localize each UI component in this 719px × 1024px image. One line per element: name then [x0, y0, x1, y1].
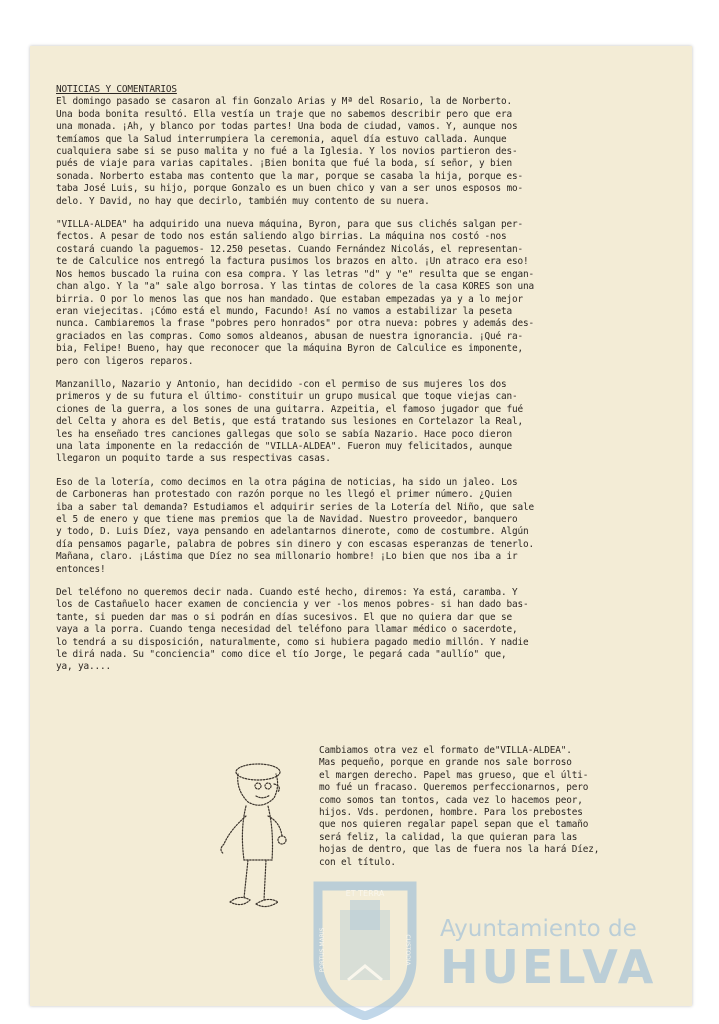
text-line: de Carboneras han protestado con razón porque no les llegó el primer número. ¿Quien	[56, 489, 513, 501]
text-line: delo. Y David, no hay que decirlo, también muy contento de su nuera.	[56, 195, 430, 207]
watermark-line1: Ayuntamiento de	[440, 916, 637, 942]
text-line: como somos tan tontos, cada vez lo hacemos peor,	[319, 794, 583, 806]
text-line: ciones de la guerra, a los sones de una guitarra. Azpeitia, el famoso jugador que fué	[56, 403, 524, 415]
text-line: les ha enseñado tres canciones gallegas que solo se sabía Nazario. Hace poco dieron	[56, 428, 513, 440]
text-line: vaya a la porra. Cuando tenga necesidad del teléfono para llamar médico o sacerdote,	[56, 624, 518, 636]
text-line: Eso de la lotería, como decimos en la otra página de noticias, ha sido un jaleo. Los	[56, 476, 518, 488]
text-line: fectos. A pesar de todo nos están saliendo algo birrias. La máquina nos costó -nos	[56, 231, 507, 243]
text-line: le dirá nada. Su "conciencia" como dice el tío Jorge, le pegará cada "aullío" que,	[56, 649, 507, 661]
text-line: llegaron un poquito tarde a sus respectivas casas.	[56, 453, 331, 465]
article-body	[56, 84, 636, 685]
text-line: hijos. Vds. perdonen, hombre. Para los prebostes	[319, 807, 583, 819]
paragraph	[56, 219, 636, 368]
text-line: costará cuando la paguemos- 12.250 pesetas. Cuando Fernández Nicolás, el representan-	[56, 243, 524, 255]
shield-text-left: PORTUS MARIS	[319, 927, 326, 973]
text-line: pero con ligeros reparos.	[56, 355, 194, 367]
text-line: el margen derecho. Papel mas grueso, que el últi-	[319, 769, 589, 781]
text-line: bia, Felipe! Bueno, hay que reconocer que la máquina Byron de Calculice es imponente,	[56, 343, 524, 355]
section-heading: NOTICIAS Y COMENTARIOS	[56, 84, 177, 95]
text-line: hojas de dentro, que las de fuera nos la hará Díez,	[319, 844, 600, 856]
text-line: será feliz, la calidad, la que quieran para las	[319, 831, 578, 843]
text-line: Mas pequeño, porque en grande nos sale borroso	[319, 757, 572, 769]
text-line: iba a saber tal demanda? Estudiamos el adquirir series de la Lotería del Niño, que sale	[56, 501, 534, 513]
text-line: que nos quieren regalar papel sepan que el tamaño	[319, 819, 589, 831]
text-line: Una boda bonita resultó. Ella vestía un traje que no sabemos describir pero que era	[56, 108, 513, 120]
text-line: día pensamos pagarle, palabra de pobres sin dinero y con escasas esperanzas de tenerlo.	[56, 538, 534, 550]
text-line: Cambiamos otra vez el formato de"VILLA-ALDEA".	[319, 745, 572, 756]
text-line: una monada. ¡Ah, y blanco por todas partes! Una boda de ciudad, vamos. Y, aunque nos	[56, 121, 518, 133]
text-line: chan algo. Y la "a" sale algo borrosa. Y las tintas de colores de la casa KORES son una	[56, 281, 534, 293]
text-line: graciados en las compras. Como somos aldeanos, abusan de nuestra ignorancia. ¡Qué ra-	[56, 330, 524, 342]
text-line: "VILLA-ALDEA" ha adquirido una nueva máquina, Byron, para que sus clichés salgan per-	[56, 219, 524, 231]
huelva-shield-watermark-icon	[310, 880, 420, 1020]
text-line: taba José Luis, su hijo, porque Gonzalo es un buen chico y van a ser unos esposos mo-	[56, 183, 524, 195]
text-line: y todo, D. Luis Díez, vaya pensando en adelantarnos dinerote, como de costumbre. Algún	[56, 526, 529, 538]
text-line: te de Calculice nos entregó la factura pusimos los brazos en alto. ¡Un atraco era eso!	[56, 256, 529, 268]
text-line: una lata imponente en la redacción de "VILLA-ALDEA". Fueron muy felicitados, aunque	[56, 440, 513, 452]
cartoon-character-sketch-icon	[200, 760, 300, 920]
text-line: con el título.	[319, 856, 396, 868]
text-line: Del teléfono no queremos decir nada. Cuando esté hecho, diremos: Ya está, caramba. Y	[56, 587, 518, 599]
text-line: primeros y de su futura el último- constituir un grupo musical que toque viejas can-	[56, 391, 518, 403]
paragraph	[56, 379, 636, 466]
text-line: pués de viaje para varias capitales. ¡Bien bonita que fué la boda, sí señor, y bien	[56, 158, 513, 170]
text-line: nunca. Cambiaremos la frase "pobres pero honrados" por otra nueva: pobres y además des-	[56, 318, 534, 330]
text-line: Mañana, claro. ¡Lástima que Díez no sea millonario hombre! ¡Lo bien que nos iba a ir	[56, 551, 518, 563]
closing-paragraph	[319, 745, 649, 869]
paragraph-list	[56, 96, 636, 673]
text-line: tante, si pueden dar mas o si podrán en días sucesivos. El que no quiera dar que se	[56, 611, 513, 623]
text-line: entonces!	[56, 563, 106, 575]
shield-text-right: CUSTODIA	[404, 934, 411, 966]
shield-text-top: ET TERRA	[345, 889, 385, 898]
text-line: cualquiera sabe si se puso malita y no fué a la Iglesia. Y los novios partieron des-	[56, 146, 518, 158]
text-line: eran viejecitas. ¡Cómo está el mundo, Facundo! Así no vamos a estabilizar la peseta	[56, 305, 513, 317]
text-line: temíamos que la Salud interrumpiera la ceremonia, aquel día estuvo callada. Aunque	[56, 133, 507, 145]
paragraph	[56, 587, 636, 674]
text-line: del Celta y ahora es del Betis, que está tratando sus lesiones en Cortelazor la Real,	[56, 416, 524, 428]
text-line: mo fué un fracaso. Queremos perfeccionarnos, pero	[319, 782, 589, 794]
watermark-line2: HUELVA	[440, 940, 657, 994]
text-line: Nos hemos buscado la ruina con esa compra. Y las letras "d" y "e" resulta que se engan-	[56, 268, 534, 280]
text-line: birria. O por lo menos las que nos han mandado. Que estaban empezadas ya y a lo mejor	[56, 293, 524, 305]
text-line: el 5 de enero y que tiene mas premios que la de Navidad. Nuestro proveedor, banquero	[56, 514, 518, 525]
text-line: Manzanillo, Nazario y Antonio, han decidido -con el permiso de sus mujeres los dos	[56, 378, 507, 390]
text-line: lo tendrá a su disposición, naturalmente, como si hubiera pagado medio millón. Y nadie	[56, 636, 529, 648]
text-line: sonada. Norberto estaba mas contento que la mar, porque se casaba la hija, porque es-	[56, 170, 524, 182]
text-line: ya, ya....	[56, 661, 111, 673]
paragraph	[56, 477, 636, 576]
text-line: los de Castañuelo hacer examen de conciencia y ver -los menos pobres- si han dado bas-	[56, 599, 529, 611]
text-line: El domingo pasado se casaron al fin Gonzalo Arias y Mª del Rosario, la de Norberto.	[56, 96, 513, 108]
paragraph	[56, 96, 636, 208]
huelva-watermark	[300, 880, 700, 1020]
